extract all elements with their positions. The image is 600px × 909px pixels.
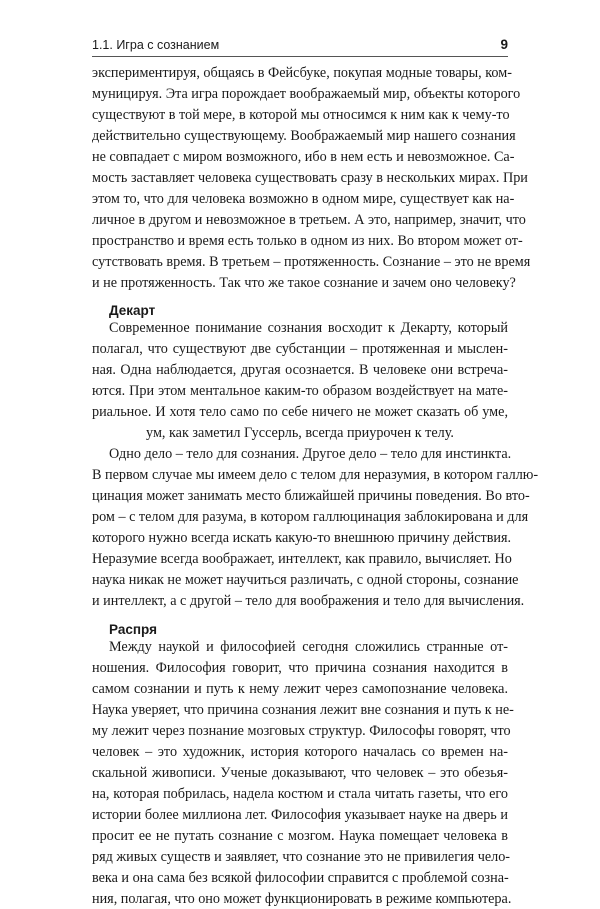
chapter-title: 1.1. Игра с сознанием	[92, 38, 220, 52]
text-line: на, которая побрилась, надела костюм и стала читать газеты, что его	[92, 786, 508, 802]
text-line: действительно существующему. Воображаемый мир нашего сознания	[92, 128, 516, 144]
section-heading: Декарт	[109, 303, 156, 318]
text-line: ная. Одна наблюдается, другая осознается. В человеке они встреча-	[92, 362, 508, 378]
text-line: истории более миллиона лет. Философия указывает науке на дверь и	[92, 807, 508, 823]
text-line: и интеллект, а с другой – тело для воображения и тело для вычисления.	[92, 593, 525, 609]
text-line: полагал, что существуют две субстанции – протяженная и мыслен-	[92, 341, 508, 357]
text-line: муницируя. Эта игра порождает воображаемый мир, объекты которого	[92, 86, 521, 102]
text-line: самом сознании и путь к нему лежит через самопознание человека.	[92, 681, 508, 697]
text-line: ния, полагая, что оно может функционировать в режиме компьютера.	[92, 891, 512, 907]
text-line: экспериментируя, общаясь в Фейсбуке, покупая модные товары, ком-	[92, 65, 512, 81]
text-line: пространство и время есть только в одном из них. Во втором может от-	[92, 233, 523, 249]
text-line: ряд живых существ и заявляет, что сознание это не привилегия чело-	[92, 849, 511, 865]
text-line: не совпадает с миром возможного, ибо в нем есть и невозможное. Са-	[92, 149, 515, 165]
text-line: цинация может занимать место ближайшей причины поведения. Во вто-	[92, 488, 530, 504]
page-number: 9	[500, 37, 508, 52]
text-line: этом то, что для человека возможно в одном мире, существует как на-	[92, 191, 515, 207]
text-line: существуют в той мере, в которой мы относимся к ним как к чему-то	[92, 107, 510, 123]
text-line: скальной живописи. Ученые доказывают, что человек – это обезья-	[92, 765, 508, 781]
header-rule	[92, 56, 508, 57]
text-line: личное в другом и невозможное в третьем. А это, например, значит, что	[92, 212, 526, 228]
text-line: которого нужно всегда искать какую-то внешнюю причину действия.	[92, 530, 512, 546]
text-line: наука никак не может научиться различать, с одной стороны, сознание	[92, 572, 519, 588]
text-line: ум, как заметил Гуссерль, всегда приурочен к телу.	[146, 425, 454, 441]
text-line: Неразумие всегда воображает, интеллект, как правило, вычисляет. Но	[92, 551, 512, 567]
text-line: Современное понимание сознания восходит к Декарту, который	[109, 320, 508, 336]
text-line: Одно дело – тело для сознания. Другое дело – тело для инстинкта.	[109, 446, 512, 462]
text-line: века и она сама без всякой философии справится с проблемой созна-	[92, 870, 509, 886]
text-line: мость заставляет человека существовать сразу в нескольких мирах. При	[92, 170, 528, 186]
running-header	[92, 38, 508, 54]
text-line: риальное. И хотя тело само по себе ничего не может сказать об уме,	[92, 404, 508, 420]
text-line: ношения. Философия говорит, что причина сознания находится в	[92, 660, 508, 676]
text-line: Между наукой и философией сегодня сложились странные от-	[109, 639, 508, 655]
text-line: человек – это художник, история которого началась со времен на-	[92, 744, 508, 760]
text-line: Наука уверяет, что причина сознания лежит вне сознания и путь к не-	[92, 702, 514, 718]
text-line: ются. При этом ментальное каким-то образом воздействует на мате-	[92, 383, 508, 399]
text-line: и не протяженность. Так что же такое сознание и зачем оно человеку?	[92, 275, 516, 291]
text-line: сутствовать время. В третьем – протяженность. Сознание – это не время	[92, 254, 531, 270]
text-line: му лежит через познание мозговых структур. Философы говорят, что	[92, 723, 511, 739]
section-heading: Распря	[109, 622, 157, 637]
text-line: просит ее не путать сознание с мозгом. Наука помещает человека в	[92, 828, 508, 844]
text-line: В первом случае мы имеем дело с телом для неразумия, в котором галлю-	[92, 467, 539, 483]
text-line: ром – с телом для разума, в котором галлюцинация заблокирована и для	[92, 509, 529, 525]
